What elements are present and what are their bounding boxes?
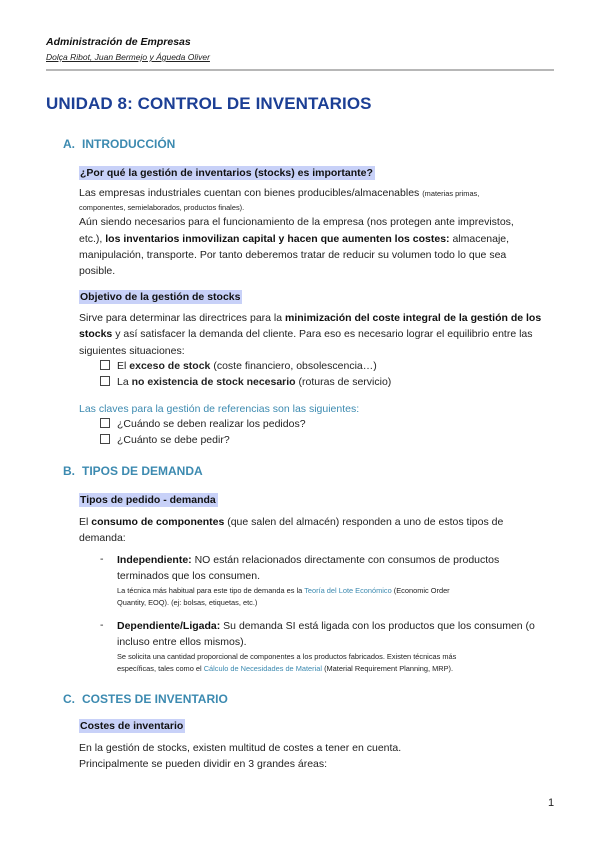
question-heading: ¿Por qué la gestión de inventarios (stocks) es importante? [80,167,373,179]
chk3: ¿Cuándo se deben realizar los pedidos? [117,418,306,430]
chk1-a: El [117,360,130,372]
intro-line: Aún siendo necesarios para el funcionamiento de la empresa (nos protegen ante imprevistos, [79,216,514,229]
checklist-item [100,433,230,447]
demand-intro-a: El [79,516,92,528]
obj-line-1-bold: minimización del coste integral de la gestión de los [285,312,542,324]
authors: Dolça Ribot, Juan Bermejo y Águeda Oliver [46,52,210,62]
costs-paragraph [79,740,555,773]
obj-line-3: siguientes situaciones: [79,344,185,357]
intro-small-b: componentes, semielaborados, productos finales). [79,203,245,213]
demand-intro-b: (que salen del almacén) responden a uno de estos tipos de [224,516,504,528]
chk1-bold: exceso de stock [129,360,211,372]
ind-note-a: La técnica más habitual para este tipo de demanda es la [117,586,305,595]
dependent-line-2: incluso entre ellos mismos). [117,635,247,648]
costs-line-2: Principalmente se pueden dividir en 3 grandes áreas: [79,758,328,771]
dependent-line-1: Su demanda SI está ligada con los productos que los consumen (o [220,620,535,632]
demand-intro-bold: consumo de componentes [91,516,225,528]
checkbox-icon [100,360,110,370]
independent-note [117,585,557,609]
objective-paragraph [79,310,555,359]
costs-heading: Costes de inventario [80,720,184,732]
costs-line-1: En la gestión de stocks, existen multitud de costes a tener en cuenta. [79,742,402,754]
intro-line-2b: almacenaje, [449,232,510,245]
independent-item [117,553,557,584]
ind-note-line-2: Quantity, EOQ). (ej: bolsas, etiquetas, etc.) [117,598,258,607]
dependent-item [117,619,557,650]
unit-title: UNIDAD 8: CONTROL DE INVENTARIOS [46,94,372,113]
ind-note-b: (Economic Order [391,586,450,595]
bullet-dash: - [100,619,104,631]
checklist-item [100,375,391,389]
demand-intro-line-2: demanda: [79,532,126,545]
intro-text: Las empresas industriales cuentan con bienes producibles/almacenables [79,187,423,199]
obj-line-1a: Sirve para determinar las directrices para la [79,312,286,324]
intro-line-3: manipulación, transporte. Por tanto deberemos tratar de reducir su volumen todo lo que sea [79,248,507,261]
checklist-item [100,417,306,431]
chk2-a: La [117,376,132,388]
checklist-item [100,359,377,373]
dependent-note [117,651,557,675]
section-a-letter: A. [63,137,75,151]
intro-line-2a: etc.), [79,232,106,245]
mrp-link[interactable]: Cálculo de Necesidades de Material [203,664,323,673]
intro-line-2-bold: los inventarios inmovilizan capital y hacen que aumenten los costes: [105,232,450,245]
dep-note-a: específicas, tales como el [117,664,204,673]
obj-line-2-bold: stocks [79,328,113,341]
demand-types-heading: Tipos de pedido - demanda [80,494,216,506]
section-b-letter: B. [63,464,75,478]
section-a-heading [63,137,175,151]
independent-line-1: NO están relacionados directamente con consumos de productos [191,554,500,566]
objective-heading: Objetivo de la gestión de stocks [80,291,241,303]
section-c-letter: C. [63,692,75,706]
section-c-heading [63,692,228,706]
section-a-title: INTRODUCCIÓN [82,137,176,151]
checkbox-icon [100,434,110,444]
chk2-bold: no existencia de stock necesario [131,376,296,388]
demand-intro [79,514,555,547]
checkbox-icon [100,418,110,428]
eoq-link[interactable]: Teoría del Lote Económico [304,586,392,595]
bullet-dash: - [100,553,104,565]
checkbox-icon [100,376,110,386]
dependent-label: Dependiente/Ligada: [117,620,221,632]
chk2-b: (roturas de servicio) [295,376,392,388]
course-title: Administración de Empresas [46,36,191,48]
section-c-title: COSTES DE INVENTARIO [82,692,228,706]
page-number: 1 [548,797,555,809]
claves-text: Las claves para la gestión de referencias son las siguientes: [79,403,360,415]
section-b-heading [63,464,203,478]
section-b-title: TIPOS DE DEMANDA [82,464,203,478]
dep-note-b: (Material Requirement Planning, MRP). [322,664,454,673]
independent-label: Independiente: [117,554,192,566]
header-divider [46,69,554,71]
dep-note-line-1: Se solicita una cantidad proporcional de componentes a los productos fabricados. Existen técnicas más [117,652,457,661]
independent-line-2: terminados que los consumen. [117,569,260,582]
intro-paragraph [79,185,555,279]
intro-line-4: posible. [79,265,116,278]
chk4: ¿Cuánto se debe pedir? [117,434,230,446]
obj-line-2b: y así satisfacer la demanda del cliente. Para eso es necesario lograr el equilibrio entre las [112,328,533,341]
chk1-b: (coste financiero, obsolescencia…) [210,360,377,372]
intro-small-a: (materias primas, [422,189,480,198]
